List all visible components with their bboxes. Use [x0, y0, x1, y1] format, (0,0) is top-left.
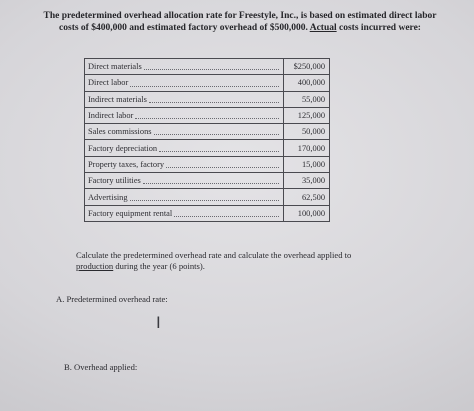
- cost-amount: 62,500: [284, 189, 330, 205]
- cost-label: Property taxes, factory: [88, 159, 165, 169]
- question-line-2: [76, 261, 406, 272]
- cost-amount: $250,000: [284, 59, 330, 75]
- cost-amount: 100,000: [284, 205, 330, 221]
- cost-label-cell: [85, 91, 284, 107]
- cost-label: Sales commissions: [88, 127, 152, 137]
- dotted-leader: [130, 200, 279, 201]
- cost-label-cell: [85, 59, 284, 75]
- table-row: [85, 75, 330, 91]
- table-row: [85, 189, 330, 205]
- table-row: [85, 91, 330, 107]
- dotted-leader: [174, 216, 279, 217]
- cost-amount: 15,000: [284, 156, 330, 172]
- cost-amount: 170,000: [284, 140, 330, 156]
- cost-label-cell: [85, 189, 284, 205]
- dotted-leader: [159, 151, 279, 152]
- cost-amount: 55,000: [284, 91, 330, 107]
- table-row: [85, 124, 330, 140]
- problem-line-1: The predetermined overhead allocation rate for Freestyle, Inc., is based on estimated direct labor: [43, 11, 437, 21]
- cost-label: Factory utilities: [88, 176, 141, 186]
- dotted-leader: [130, 86, 279, 87]
- question-line-1: Calculate the predetermined overhead rate and calculate the overhead applied to: [76, 250, 352, 260]
- cost-label-cell: [85, 156, 284, 172]
- cost-label-cell: [85, 75, 284, 91]
- dotted-leader: [149, 102, 279, 103]
- part-a-label: A. Predetermined overhead rate:: [56, 294, 168, 304]
- problem-line-2: [40, 22, 440, 34]
- cost-label: Advertising: [88, 192, 128, 202]
- dotted-leader: [135, 118, 279, 119]
- dotted-leader: [144, 69, 279, 70]
- cost-label: Direct labor: [88, 78, 129, 88]
- cost-label-cell: [85, 140, 284, 156]
- cost-label-cell: [85, 173, 284, 189]
- cost-label: Factory depreciation: [88, 143, 158, 153]
- dotted-leader: [154, 134, 279, 135]
- problem-statement: [40, 10, 440, 34]
- table-row: [85, 140, 330, 156]
- cost-amount: 35,000: [284, 173, 330, 189]
- cost-amount: 50,000: [284, 124, 330, 140]
- table-row: [85, 173, 330, 189]
- cost-label-cell: [85, 107, 284, 123]
- cost-amount: 125,000: [284, 107, 330, 123]
- question-line-2-end: during the year (6 points).: [113, 260, 205, 271]
- table-row: [85, 107, 330, 123]
- cost-label-cell: [85, 205, 284, 221]
- problem-line-2-start: costs of $400,000 and estimated factory overhead of $500,000.: [59, 23, 310, 33]
- actual-costs-table: [84, 58, 330, 222]
- part-b-label[interactable]: B. Overhead applied:: [64, 362, 138, 372]
- table-row: [85, 156, 330, 172]
- cost-label: Indirect labor: [88, 111, 134, 121]
- table-row: [85, 59, 330, 75]
- dotted-leader: [166, 167, 279, 168]
- table-row: [85, 205, 330, 221]
- cost-label: Indirect materials: [88, 94, 147, 104]
- dotted-leader: [143, 183, 279, 184]
- actual-word: Actual: [309, 23, 337, 33]
- cost-amount: 400,000: [284, 75, 330, 91]
- problem-line-2-end: costs incurred were:: [336, 23, 421, 33]
- cost-label: Factory equipment rental: [88, 208, 173, 218]
- text-cursor-icon: I: [156, 313, 161, 332]
- production-word: production: [76, 260, 114, 271]
- question-text: [76, 250, 406, 271]
- cost-label-cell: [85, 124, 284, 140]
- cost-label: Direct materials: [88, 62, 142, 72]
